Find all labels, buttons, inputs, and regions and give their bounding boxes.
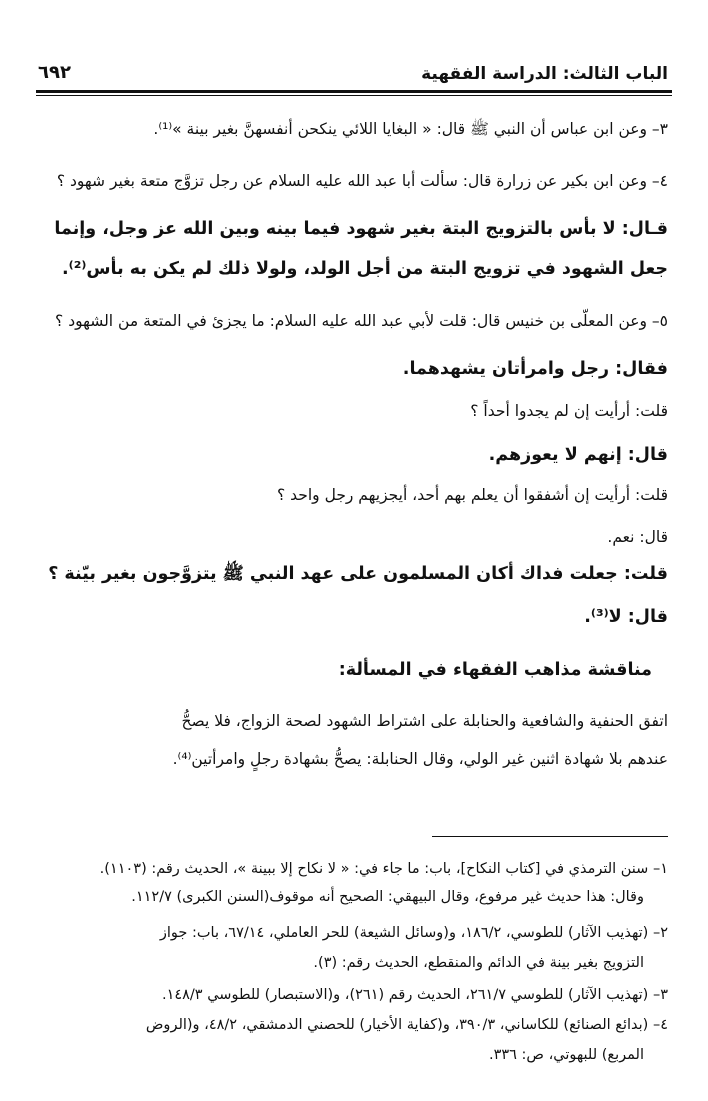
hadith-item-5: ٥– وعن المعلّى بن خنيس قال: قلت لأبي عبد الله عليه السلام: ما يجزئ في المتعة من الشهود ؟ <box>55 312 668 330</box>
footnote-separator <box>432 836 668 837</box>
dialogue-line-5: قال: نعم. <box>607 528 668 546</box>
footnote-3: ٣– (تهذيب الآثار) للطوسي ٢٦١/٧، الحديث رقم (٢٦١)، و(الاستبصار) للطوسي ١٤٨/٣. <box>161 987 668 1003</box>
dialogue-line-7: قال: لا⁽³⁾. <box>584 607 668 627</box>
hadith-4-answer-line-2: جعل الشهود في تزويج البتة من أجل الولد، ولولا ذلك لم يكن به بأس⁽²⁾. <box>61 259 668 279</box>
header-rule-thick <box>36 90 672 93</box>
page-number: ٦٩٢ <box>38 62 71 83</box>
footnote-1-line-2: وقال: هذا حديث غير مرفوع، وقال البيهقي: الصحيح أنه موقوف(السنن الكبرى) ١١٢/٧. <box>131 889 644 905</box>
section-title: مناقشة مذاهب الفقهاء في المسألة: <box>338 660 652 680</box>
paragraph-line-1: اتفق الحنفية والشافعية والحنابلة على اشتراط الشهود لصحة الزواج، فلا يصحُّ <box>181 712 668 730</box>
dialogue-line-1: فقال: رجل وامرأتان يشهدهما. <box>402 359 668 379</box>
footnote-1-line-1: ١– سنن الترمذي في [كتاب النكاح]، باب: ما جاء في: « لا نكاح إلا ببينة »، الحديث رقم: (١١٠٣). <box>99 861 668 877</box>
footnote-4-line-1: ٤– (بدائع الصنائع) للكاساني، ٣٩٠/٣، و(كفاية الأخيار) للحصني الدمشقي، ٤٨/٢، و(الروض <box>145 1017 668 1033</box>
header-rule-thin <box>36 95 672 96</box>
paragraph-line-2: عندهم بلا شهادة اثنين غير الولي، وقال الحنابلة: يصحُّ بشهادة رجلٍ وامرأتين⁽⁴⁾. <box>172 750 668 768</box>
dialogue-line-4: قلت: أرأيت إن أشفقوا أن يعلم بهم أحد، أيجزيهم رجل واحد ؟ <box>276 486 668 504</box>
dialogue-line-6: قلت: جعلت فداك أكان المسلمون على عهد النبي ﷺ يتزوَّجون بغير بيّنة ؟ <box>48 564 668 584</box>
hadith-4-answer-line-1: قـال: لا بأس بالتزويج البتة بغير شهود فيما بينه وبين الله عز وجل، وإنما <box>54 219 668 239</box>
dialogue-line-2: قلت: أرأيت إن لم يجدوا أحداً ؟ <box>470 402 668 420</box>
dialogue-line-3: قال: إنهم لا يعوزهم. <box>488 445 668 465</box>
hadith-item-4: ٤– وعن ابن بكير عن زرارة قال: سألت أبا عبد الله عليه السلام عن رجل تزوَّج متعة بغير شهود ؟ <box>56 172 668 190</box>
footnote-4-line-2: المربع) للبهوتي، ص: ٣٣٦. <box>488 1047 644 1063</box>
chapter-header: الباب الثالث: الدراسة الفقهية <box>421 64 668 84</box>
hadith-item-3: ٣– وعن ابن عباس أن النبي ﷺ قال: « البغايا اللائي ينكحن أنفسهنَّ بغير بينة »⁽¹⁾. <box>153 120 668 138</box>
footnote-2-line-1: ٢– (تهذيب الآثار) للطوسي، ١٨٦/٢، و(وسائل الشيعة) للحر العاملي، ٦٧/١٤، باب: جواز <box>159 925 668 941</box>
footnote-2-line-2: التزويج بغير بينة في الدائم والمنقطع، الحديث رقم: (٣). <box>313 955 644 971</box>
